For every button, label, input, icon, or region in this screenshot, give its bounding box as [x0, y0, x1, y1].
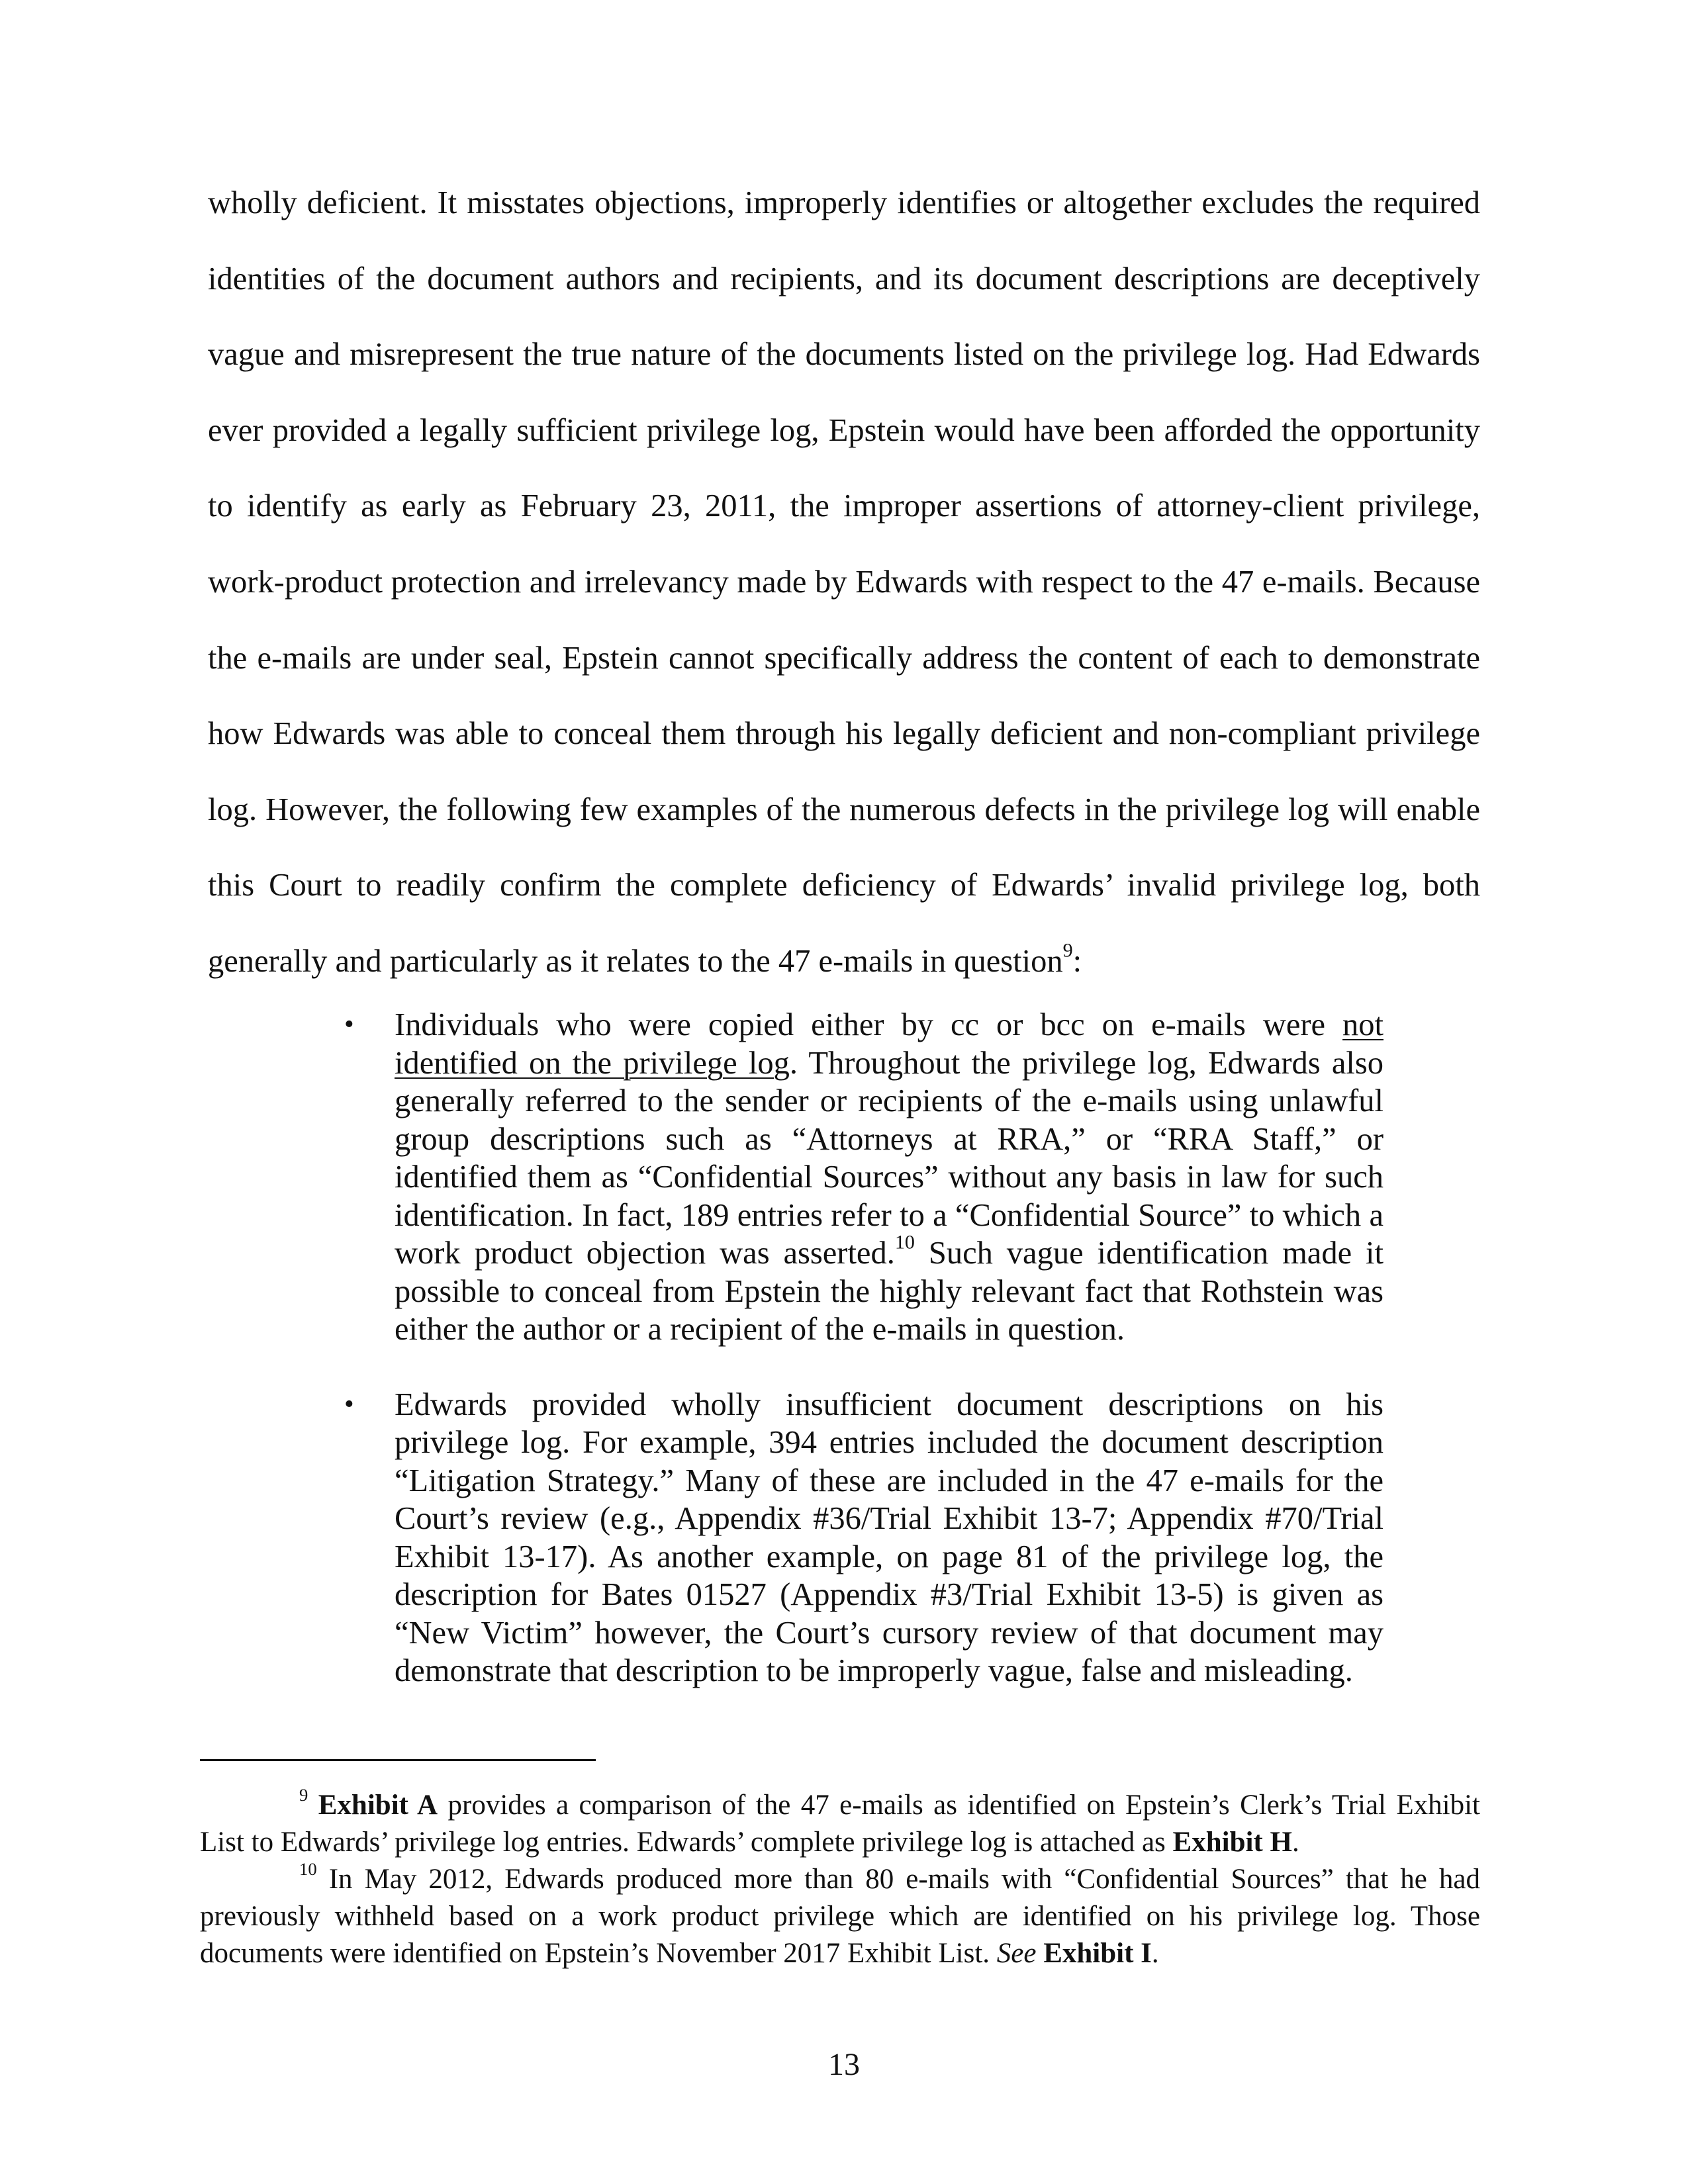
bullet-1-text-end: Such vague identification made it possible to conceal from Epstein the highly relevant fact that Rothstein was either the author or a recipient of the e-mails in question.: [395, 1236, 1383, 1347]
footnote-10: [200, 1861, 1480, 1972]
footnote-9-exhibit-h: Exhibit H: [1172, 1827, 1292, 1858]
footnote-10-number: 10: [299, 1859, 317, 1880]
bullet-1-text-start: Individuals who were copied either by cc or bcc on e-mails were: [395, 1007, 1343, 1042]
bullet-item-privilege-log-identification: [344, 1006, 1383, 1349]
footnote-10-see: See: [996, 1938, 1037, 1969]
body-paragraph-text: wholly deficient. It misstates objections, improperly identifies or altogether excludes the required identities of the document authors and recipients, and its document descriptions are deceptively vague and misrepresent the true nature of the documents listed on the privilege log. Had Edwards ever provided a legally sufficient privilege log, Epstein would have been afforded the opportunity to identify as early as February 23, 2011, the improper assertions of attorney-client privilege, work-product protection and irrelevancy made by Edwards with respect to the 47 e-mails. Because the e-mails are under seal, Epstein cannot specifically address the content of each to demonstrate how Edwards was able to conceal them through his legally deficient and non-compliant privilege log. However, the following few examples of the numerous defects in the privilege log will enable this Court to readily confirm the complete deficiency of Edwards’ invalid privilege log, both generally and particularly as it relates to the 47 e-mails in question: [208, 185, 1480, 979]
bullet-2-text: Edwards provided wholly insufficient document descriptions on his privilege log. For example, 394 entries included the document description “Litigation Strategy.” Many of these are included in the 47 e-mails for the Court’s review (e.g., Appendix #36/Trial Exhibit 13-7; Appendix #70/Trial Exhibit 13-17). As another example, on page 81 of the privilege log, the description for Bates 01527 (Appendix #3/Trial Exhibit 13-5) is given as “New Victim” however, the Court’s cursory review of that document may demonstrate that description to be improperly vague, false and misleading.: [395, 1387, 1383, 1688]
bullet-list: [344, 1006, 1383, 1690]
footnote-9-exhibit-a: Exhibit A: [318, 1790, 438, 1821]
footnote-10-end: .: [1151, 1938, 1159, 1969]
footnote-ref-10: 10: [894, 1230, 915, 1253]
body-paragraph-end: :: [1072, 943, 1082, 979]
page-number: 13: [828, 2047, 860, 2082]
footnote-10-exhibit-i: Exhibit I: [1043, 1938, 1152, 1969]
footnote-9-end: .: [1291, 1827, 1299, 1858]
footnote-9-text: provides a comparison of the 47 e-mails as identified on Epstein’s Clerk’s Trial Exhibit List to Edwards’ privilege log entries. Edwards’ complete privilege log is attached as: [200, 1790, 1480, 1858]
bullet-icon: •: [344, 1009, 354, 1040]
bullet-1-underlined-text: not identified on the privilege log: [395, 1007, 1383, 1081]
bullet-1-text-middle: . Throughout the privilege log, Edwards also generally referred to the sender or recipients of the e-mails using unlawful group descriptions such as “Attorneys at RRA,” or “RRA Staff,” or identified them as “Confidential Sources” without any basis in law for such identification. In fact, 189 entries refer to a “Confidential Source” to which a work product objection was asserted.: [395, 1045, 1383, 1271]
footnotes: [200, 1787, 1480, 1972]
footnote-ref-9: 9: [1062, 938, 1073, 962]
body-paragraph: [208, 165, 1480, 1000]
footnote-separator: [200, 1759, 596, 1761]
footnote-9-number: 9: [299, 1785, 308, 1805]
footnote-9: [200, 1787, 1480, 1861]
bullet-icon: •: [344, 1388, 354, 1420]
footnote-10-text: In May 2012, Edwards produced more than 80 e-mails with “Confidential Sources” that he had previously withheld based on a work product privilege which are identified on his privilege log. Those documents were identified on Epstein’s November 2017 Exhibit List.: [200, 1864, 1480, 1969]
footnote-10-space: [1036, 1938, 1043, 1969]
bullet-item-document-descriptions: [344, 1386, 1383, 1690]
